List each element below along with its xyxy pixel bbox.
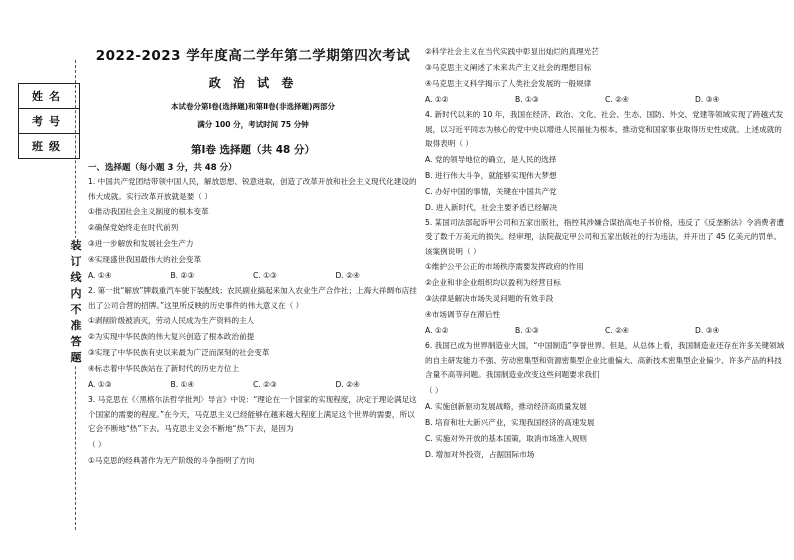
q1-option-3: ③进一步解放和发展社会生产力 [88,239,194,248]
q5-choice-c[interactable]: C. ②④ [605,326,629,335]
q5-option-4: ④市场调节存在滞后性 [425,310,501,319]
q1-choices [88,268,418,284]
question-1-stem: 1. 中国共产党团结带领中国人民，解放思想、锐意进取，创造了改革开放和社会主义现代化建设的伟大成就。实行改革开放就是要（ ） [88,177,417,201]
q3-choices [425,92,785,108]
q1-choice-c[interactable]: C. ①③ [253,271,277,280]
q2-choices [88,377,418,393]
section-title: 一、选择题（每小题 3 分，共 48 分） [88,163,237,173]
q6-option-d[interactable]: D. 增加对外投资，占据国际市场 [425,449,535,459]
q2-option-4: ④标志着中华民族站在了新时代的历史方位上 [88,364,240,373]
q2-choice-b[interactable]: B. ①④ [170,380,195,389]
q5-choice-d[interactable]: D. ③④ [695,326,720,335]
q3-answer-blank: （ ） [88,439,106,449]
q5-choices [425,323,785,339]
q1-choice-a[interactable]: A. ①④ [88,271,112,280]
binding-warning: 装 订 线 内 不 准 答 题 [70,239,82,364]
question-5-stem: 5. 某国司法部起诉甲公司和五家出版社，指控其涉嫌合谋抬高电子书价格，违反了《反垄断法》令消费者遭受了数千万美元的损失。经审理，法院裁定甲公司和五家出版社的行为违法，并开出了 45 亿美元的罚单。该案例说明（ ） [425,217,784,256]
left-column [88,44,418,469]
q4-option-a[interactable]: A. 党的领导地位的确立，是人民的选择 [425,154,557,164]
q6-option-b[interactable]: B. 培育和壮大新兴产业，实现我国经济的高速发展 [425,417,595,427]
q3-choice-c[interactable]: C. ②④ [605,95,629,104]
q1-choice-b[interactable]: B. ②③ [170,271,195,280]
q3-option-2: ②科学社会主义在当代实践中彰显出灿烂的真理光芒 [425,47,599,56]
question-3-stem: 3. 马克思在《〈黑格尔法哲学批判〉导言》中说：“理论在一个国家的实现程度，决定于理论满足这个国家的需要的程度。”在今天，马克思主义已经能够在越来越大程度上满足这个世界的需要，所以它会不断地“热”下去。马克思主义会不断地“热”下去，是因为 [88,395,417,433]
exam-title: 2022-2023 学年度高二学年第二学期第四次考试 [95,48,411,64]
q2-choice-d[interactable]: D. ②④ [335,380,360,389]
question-4-stem: 4. 新时代以来的 10 年，我国在经济、政治、文化、社会、生态、国防、外交、党建等领域实现了跨越式发展，以习近平同志为核心的党中央以增进人民福祉为根本，推动党和国家事业取得历史性成就。上述成就的取得表明（ ） [425,110,784,148]
q3-choice-b[interactable]: B. ①③ [515,95,539,104]
q5-option-1: ①维护公平公正的市场秩序需要发挥政府的作用 [425,262,584,271]
q3-option-4: ④马克思主义科学揭示了人类社会发展的一般规律 [425,79,592,88]
exam-number-field[interactable]: 考号 [19,109,80,134]
exam-note-score: 满分 100 分，考试时间 75 分钟 [197,120,309,129]
q1-option-2: ②确保党始终走在时代前列 [88,223,179,232]
question-2-stem: 2. 第一批“解放”牌载重汽车驶下装配线；农民副业搞起来加入农业生产合作社；上海大祥绸布店挂出了公司合营的招牌。”这里所反映的历史事件的伟大意义在（ ） [88,286,417,310]
q4-option-c[interactable]: C. 办好中国的事情，关键在中国共产党 [425,186,557,196]
q3-option-3: ③马克思主义阐述了未来共产主义社会的理想目标 [425,63,592,72]
q1-option-1: ①推动我国社会主义制度的根本变革 [88,207,209,216]
question-6-stem: 6. 我国已成为世界制造业大国，“中国制造”享誉世界。但是，从总体上看，我国制造业还存在许多关键领域的自主研发能力不强、劳动密集型和资源密集型企业比重偏大、高新技术密集型企业偏少、许多产品的科技含量不高等问题。我国制造业改变这些问题要求我们 [425,341,785,379]
q2-option-1: ①剥削阶级被消灭，劳动人民成为生产资料的主人 [88,316,255,325]
student-info-table [18,83,80,159]
q4-option-b[interactable]: B. 进行伟大斗争，就能够实现伟大梦想 [425,170,557,180]
q3-choice-d[interactable]: D. ③④ [695,95,720,104]
q1-choice-d[interactable]: D. ②④ [335,271,360,280]
subject-title: 政 治 试 卷 [208,76,298,90]
q5-choice-a[interactable]: A. ①② [425,326,449,335]
q6-option-a[interactable]: A. 实施创新驱动发展战略，推动经济高质量发展 [425,401,587,411]
q2-option-3: ③实现了中华民族有史以来最为广泛而深刻的社会变革 [88,348,270,357]
q1-option-4: ④实现盛世我国最伟大的社会变革 [88,255,202,264]
right-column [425,44,785,463]
q2-choice-c[interactable]: C. ②③ [253,380,277,389]
q5-option-2: ②企业和非企业组织均以盈利为经营目标 [425,278,561,287]
part1-title: 第Ⅰ卷 选择题（共 48 分） [191,144,315,156]
q2-option-2: ②为实现中华民族的伟大复兴创造了根本政治前提 [88,332,255,341]
q4-option-d[interactable]: D. 进入新时代，社会主要矛盾已经解决 [425,202,558,212]
q5-option-3: ③法律是解决市场失灵问题的有效手段 [425,294,554,303]
q3-choice-a[interactable]: A. ①② [425,95,449,104]
q5-choice-b[interactable]: B. ①③ [515,326,539,335]
q2-choice-a[interactable]: A. ①③ [88,380,112,389]
q6-answer-blank: （ ） [425,385,443,395]
exam-note-structure: 本试卷分第Ⅰ卷(选择题)和第Ⅱ卷(非选择题)两部分 [171,102,335,111]
name-field[interactable]: 姓名 [19,84,80,109]
q6-option-c[interactable]: C. 实施对外开放的基本国策，取消市场准入规则 [425,433,588,443]
q3-option-1: ①马克思的经典著作为无产阶级的斗争指明了方向 [88,455,255,465]
class-field[interactable]: 班级 [19,134,80,159]
